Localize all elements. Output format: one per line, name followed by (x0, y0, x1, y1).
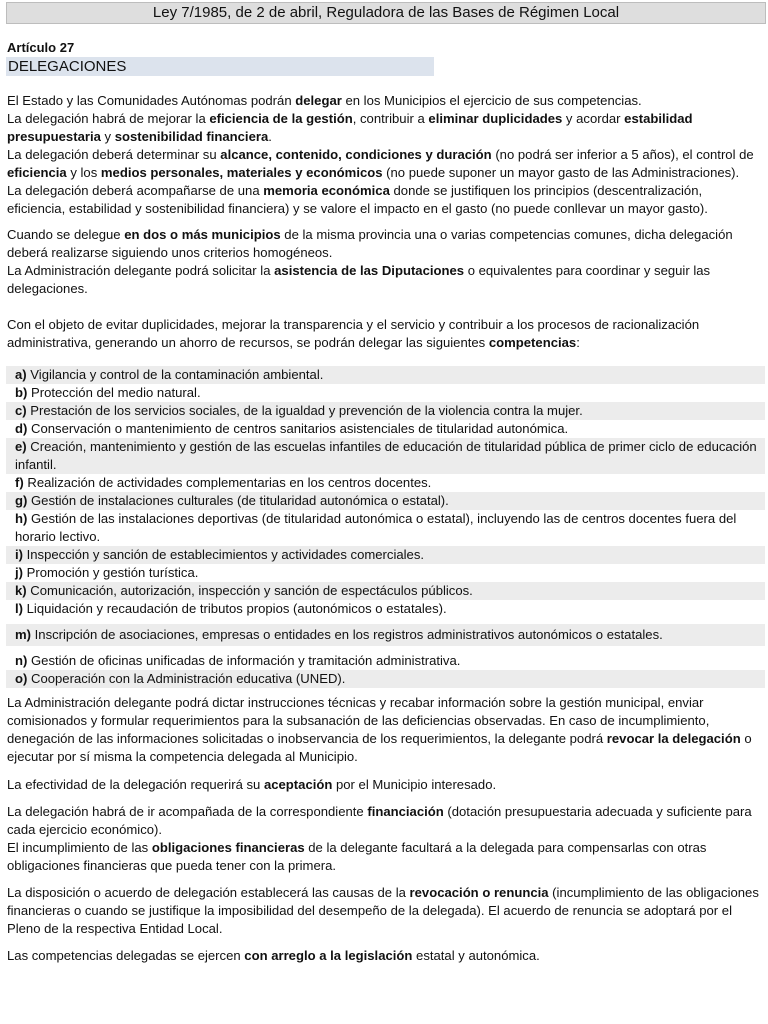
text-run: y acordar (562, 111, 625, 126)
bold-text: revocar la delegación (606, 731, 741, 746)
item-letter: a) (15, 367, 27, 382)
paragraph (7, 947, 763, 965)
bold-text: delegar (295, 93, 342, 108)
text-run: por el Municipio interesado. (332, 777, 497, 792)
text-run: , contribuir a (352, 111, 429, 126)
text-run: La delegación habrá de mejorar la (7, 111, 210, 126)
item-letter: g) (15, 493, 28, 508)
list-item (6, 402, 765, 420)
text-run: (dotación presupuestaria adecuada y suficiente para cada ejercicio económico). (7, 804, 752, 837)
list-item (6, 582, 765, 600)
bold-text: estabilidad presupuestaria (7, 111, 693, 144)
bold-text: eficiencia de la gestión (209, 111, 353, 126)
item-letter: i) (15, 547, 23, 562)
item-letter: f) (15, 475, 24, 490)
bold-text: alcance, contenido, condiciones y duración (220, 147, 492, 162)
bold-text: memoria económica (263, 183, 390, 198)
paragraph (7, 884, 763, 938)
bold-text: aceptación (263, 777, 333, 792)
item-letter: k) (15, 583, 27, 598)
item-letter: o) (15, 671, 28, 686)
list-item (6, 384, 765, 402)
list-item (6, 670, 765, 688)
item-letter: d) (15, 421, 28, 436)
text-run: de la misma provincia una o varias competencias comunes, dicha delegación deberá realizarse siguiendo unos criterios homogéneos. (7, 227, 733, 260)
bold-text: eliminar duplicidades (428, 111, 563, 126)
item-letter: m) (15, 627, 32, 642)
article-title: DELEGACIONES (6, 57, 434, 76)
text-run: donde se justifiquen los principios (descentralización, eficiencia, estabilidad y sostenibilidad financiera) y se valore el impacto en el gasto (no puede conllevar un mayor gasto). (7, 183, 708, 216)
paragraph (7, 316, 763, 352)
bold-text: obligaciones financieras (151, 840, 305, 855)
list-item (6, 474, 765, 492)
text-run: en los Municipios el ejercicio de sus competencias. (341, 93, 642, 108)
text-run: El incumplimiento de las (7, 840, 152, 855)
item-text: Promoción y gestión turística. (23, 565, 199, 580)
text-run: o equivalentes para coordinar y seguir las delegaciones. (7, 263, 711, 296)
competencias-list (6, 366, 765, 688)
text-run: de la delegante facultará a la delegada para compensarlas con otras obligaciones financieras que pueda tener con la primera. (7, 840, 707, 873)
paragraph (7, 110, 763, 146)
text-run: estatal y autonómica. (412, 948, 540, 963)
text-run: (incumplimiento de las obligaciones financieras o cuando se justifique la imposibilidad del desempeño de la delegada). El acuerdo de renuncia se adoptará por el Pleno de la respectiva Entidad Local. (7, 885, 759, 936)
text-run: Las competencias delegadas se ejercen (7, 948, 245, 963)
paragraph (7, 776, 763, 794)
article-number: Artículo 27 (7, 40, 75, 55)
item-text: Protección del medio natural. (27, 385, 201, 400)
item-text: Gestión de las instalaciones deportivas (de titularidad autonómica o estatal), incluyendo las de centros docentes fuera del horario lectivo. (15, 511, 737, 544)
paragraph (7, 92, 763, 110)
list-item (6, 600, 765, 618)
text-run: . (268, 129, 272, 144)
text-run: y (100, 129, 115, 144)
item-letter: b) (15, 385, 28, 400)
item-text: Conservación o mantenimiento de centros sanitarios asistenciales de titularidad autonómica. (27, 421, 569, 436)
item-letter: c) (15, 403, 27, 418)
item-text: Prestación de los servicios sociales, de la igualdad y prevención de la violencia contra la mujer. (26, 403, 583, 418)
item-text: Liquidación y recaudación de tributos propios (autonómicos o estatales). (23, 601, 447, 616)
paragraph (7, 146, 763, 182)
article-body (7, 92, 763, 965)
list-item (6, 564, 765, 582)
text-run: o ejecutar por sí misma la competencia delegada al Municipio. (7, 731, 752, 764)
list-item (6, 510, 765, 546)
paragraph (7, 803, 763, 839)
text-run: Con el objeto de evitar duplicidades, mejorar la transparencia y el servicio y contribuir a los procesos de racionalización administrativa, generando un ahorro de recursos, se podrán delegar las siguientes (7, 317, 700, 350)
law-title: Ley 7/1985, de 2 de abril, Reguladora de las Bases de Régimen Local (6, 2, 766, 24)
item-text: Vigilancia y control de la contaminación ambiental. (26, 367, 324, 382)
paragraph (7, 262, 763, 298)
item-text: Comunicación, autorización, inspección y sanción de espectáculos públicos. (26, 583, 473, 598)
paragraph (7, 694, 763, 766)
list-item (6, 366, 765, 384)
item-text: Inspección y sanción de establecimientos y actividades comerciales. (23, 547, 425, 562)
text-run: La delegación deberá determinar su (7, 147, 221, 162)
paragraph (7, 839, 763, 875)
text-run: : (576, 335, 580, 350)
item-text: Realización de actividades complementarias en los centros docentes. (23, 475, 432, 490)
list-item (6, 420, 765, 438)
text-run: La Administración delegante podrá dictar instrucciones técnicas y recabar información sobre la gestión municipal, enviar comisionados y formular requerimientos para la subsanación de las deficiencias observadas. En caso de incumplimiento, denegación de las informaciones solicitadas o inobservancia de los requerimientos, la delegante podrá (7, 695, 710, 746)
bold-text: medios personales, materiales y económicos (100, 165, 383, 180)
text-run: La efectividad de la delegación requerirá su (7, 777, 264, 792)
text-run: La delegación deberá acompañarse de una (7, 183, 264, 198)
list-item (6, 438, 765, 474)
list-item (6, 652, 765, 670)
list-item (6, 546, 765, 564)
bold-text: con arreglo a la legislación (244, 948, 413, 963)
paragraph (7, 226, 763, 262)
bold-text: eficiencia (7, 165, 67, 180)
text-run: La Administración delegante podrá solicitar la (7, 263, 275, 278)
paragraph (7, 182, 763, 218)
bold-text: competencias (488, 335, 577, 350)
text-run: La delegación habrá de ir acompañada de la correspondiente (7, 804, 368, 819)
item-text: Gestión de instalaciones culturales (de titularidad autonómica o estatal). (27, 493, 449, 508)
text-run: (no puede suponer un mayor gasto de las Administraciones). (382, 165, 740, 180)
item-letter: j) (15, 565, 23, 580)
item-text: Creación, mantenimiento y gestión de las escuelas infantiles de educación de titularidad pública de primer ciclo de educación infantil. (15, 439, 757, 472)
bold-text: en dos o más municipios (124, 227, 281, 242)
list-item (6, 624, 765, 646)
text-run: Cuando se delegue (7, 227, 125, 242)
text-run: y los (66, 165, 101, 180)
text-run: El Estado y las Comunidades Autónomas podrán (7, 93, 296, 108)
item-letter: h) (15, 511, 28, 526)
item-text: Cooperación con la Administración educativa (UNED). (27, 671, 346, 686)
bold-text: sostenibilidad financiera (114, 129, 269, 144)
list-item (6, 492, 765, 510)
bold-text: revocación o renuncia (409, 885, 549, 900)
text-run: (no podrá ser inferior a 5 años), el control de (491, 147, 754, 162)
item-text: Inscripción de asociaciones, empresas o entidades en los registros administrativos autonómicos o estatales. (31, 627, 663, 642)
bold-text: asistencia de las Diputaciones (274, 263, 465, 278)
item-letter: e) (15, 439, 27, 454)
item-letter: l) (15, 601, 23, 616)
bold-text: financiación (367, 804, 444, 819)
text-run: La disposición o acuerdo de delegación establecerá las causas de la (7, 885, 410, 900)
item-letter: n) (15, 653, 28, 668)
item-text: Gestión de oficinas unificadas de información y tramitación administrativa. (27, 653, 461, 668)
